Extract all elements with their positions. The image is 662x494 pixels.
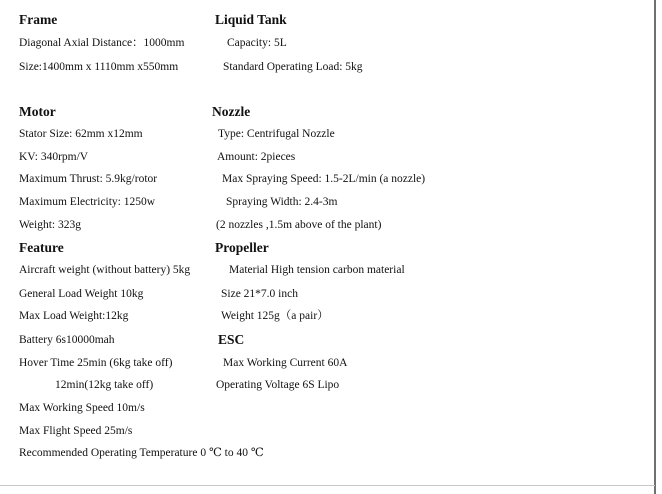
motor-weight: Weight: 323g: [19, 219, 81, 231]
feature-hover-time-2: 12min(12kg take off): [55, 379, 154, 391]
liquid-tank-capacity: Capacity: 5L: [227, 37, 287, 49]
feature-hover-time: Hover Time 25min (6kg take off): [19, 357, 173, 369]
nozzle-type: Type: Centrifugal Nozzle: [218, 128, 335, 140]
frame-diagonal: Diagonal Axial Distance：1000mm: [19, 37, 185, 49]
feature-heading: Feature: [19, 240, 64, 255]
right-border: [654, 0, 656, 494]
esc-heading: ESC: [218, 332, 245, 347]
nozzle-spray-width: Spraying Width: 2.4-3m: [226, 196, 338, 208]
feature-max-load: Max Load Weight:12kg: [19, 310, 129, 322]
nozzle-amount: Amount: 2pieces: [217, 151, 296, 163]
liquid-tank-heading: Liquid Tank: [215, 12, 287, 27]
liquid-tank-standard-load: Standard Operating Load: 5kg: [223, 61, 363, 73]
feature-aircraft-weight: Aircraft weight (without battery) 5kg: [19, 264, 191, 276]
bottom-divider: [0, 485, 655, 486]
motor-electricity: Maximum Electricity: 1250w: [19, 196, 156, 208]
propeller-weight: Weight 125g（a pair）: [221, 310, 329, 322]
nozzle-heading: Nozzle: [212, 104, 251, 119]
motor-stator: Stator Size: 62mm x12mm: [19, 128, 143, 140]
nozzle-spray-speed: Max Spraying Speed: 1.5-2L/min (a nozzle): [222, 173, 426, 185]
feature-temperature: Recommended Operating Temperature 0 ℃ to 40 ℃: [19, 447, 264, 459]
feature-battery: Battery 6s10000mah: [19, 334, 115, 346]
frame-size: Size:1400mm x 1110mm x550mm: [19, 61, 179, 73]
propeller-material: Material High tension carbon material: [229, 264, 405, 276]
propeller-size: Size 21*7.0 inch: [221, 288, 298, 300]
feature-working-speed: Max Working Speed 10m/s: [19, 402, 145, 414]
frame-heading: Frame: [19, 12, 58, 27]
propeller-heading: Propeller: [215, 240, 269, 255]
motor-heading: Motor: [19, 104, 56, 119]
esc-current: Max Working Current 60A: [223, 357, 348, 369]
nozzle-spray-note: (2 nozzles ,1.5m above of the plant): [216, 219, 382, 231]
motor-kv: KV: 340rpm/V: [19, 151, 89, 163]
feature-general-load: General Load Weight 10kg: [19, 288, 144, 300]
esc-voltage: Operating Voltage 6S Lipo: [216, 379, 340, 391]
feature-flight-speed: Max Flight Speed 25m/s: [19, 425, 133, 437]
motor-thrust: Maximum Thrust: 5.9kg/rotor: [19, 173, 158, 185]
